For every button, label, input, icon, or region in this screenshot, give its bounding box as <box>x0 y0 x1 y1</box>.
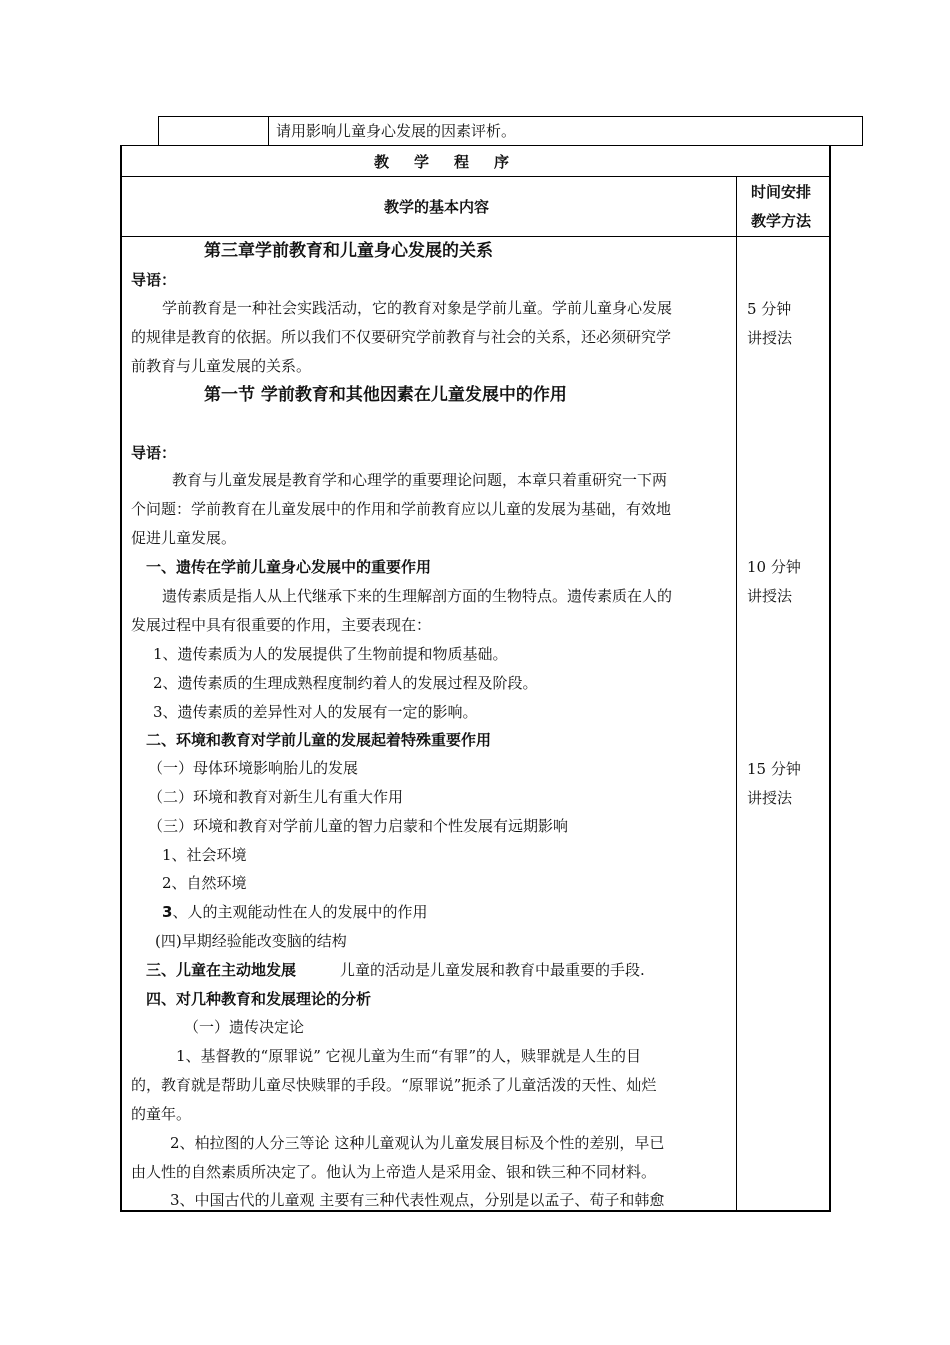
heading4-subheading: （一）遗传决定论 <box>184 1018 305 1036</box>
time-allocation: 10 分钟 <box>747 558 801 576</box>
time-allocation: 15 分钟 <box>747 760 801 778</box>
heading3-text: 儿童的活动是儿童发展和教育中最重要的手段. <box>340 961 645 979</box>
main-table-bottom-border <box>120 1210 831 1212</box>
program-header-bottom-border <box>120 176 830 177</box>
program-header-char-4: 序 <box>494 153 510 171</box>
method-column-header: 教学方法 <box>751 212 812 230</box>
top-table-question: 请用影响儿童身心发展的因素评析。 <box>276 122 517 140</box>
program-header-char-1: 教 <box>374 153 390 171</box>
heading2-list-item: （一）母体环境影响胎儿的发展 <box>148 759 359 777</box>
top-table-divider <box>268 116 269 146</box>
teaching-method: 讲授法 <box>747 789 793 807</box>
col-header-bottom-border <box>120 236 830 237</box>
main-table-top-border <box>120 145 862 146</box>
paragraph-line: 1、基督教的“原罪说” 它视儿童为生而“有罪”的人，赎罪就是人生的目 <box>176 1047 641 1065</box>
intro1-line: 学前教育是一种社会实践活动，它的教育对象是学前儿童。学前儿童身心发展 <box>162 299 673 317</box>
intro2-line: 促进儿童发展。 <box>131 529 237 547</box>
chapter-title: 第三章学前教育和儿童身心发展的关系 <box>204 241 493 261</box>
heading2-list-item-4: (四)早期经验能改变脑的结构 <box>155 932 347 950</box>
heading1-list-item: 2、遗传素质的生理成熟程度制约着人的发展过程及阶段。 <box>153 674 538 692</box>
intro2-line: 个问题：学前教育在儿童发展中的作用和学前教育应以儿童的发展为基础，有效地 <box>131 500 672 518</box>
heading2-list-item: （二）环境和教育对新生儿有重大作用 <box>148 788 404 806</box>
time-allocation: 5 分钟 <box>747 300 792 318</box>
paragraph-line: 的童年。 <box>131 1105 192 1123</box>
top-table-right-border <box>862 116 863 146</box>
intro1-line: 的规律是教育的依据。所以我们不仅要研究学前教育与社会的关系，还必须研究学 <box>131 328 672 346</box>
top-table-left-border <box>158 116 159 146</box>
time-column-header: 时间安排 <box>751 183 812 201</box>
teaching-method: 讲授法 <box>747 587 793 605</box>
paragraph-line: 由人性的自然素质所决定了。他认为上帝造人是采用金、银和铁三种不同材料。 <box>131 1163 657 1181</box>
heading1-list-item: 1、遗传素质为人的发展提供了生物前提和物质基础。 <box>153 645 508 663</box>
heading2-sub-item-3 <box>162 902 427 922</box>
heading1-list-item: 3、遗传素质的差异性对人的发展有一定的影响。 <box>153 703 478 721</box>
main-table-right-border <box>829 145 831 1211</box>
heading2-sub-item-3-number: 3 <box>162 903 173 921</box>
heading-4: 四、对几种教育和发展理论的分析 <box>146 990 372 1008</box>
content-time-divider <box>736 176 737 1211</box>
heading-1: 一、遗传在学前儿童身心发展中的重要作用 <box>146 558 432 576</box>
heading1-paragraph-line: 发展过程中具有很重要的作用，主要表现在： <box>131 616 432 634</box>
intro1-line: 前教育与儿童发展的关系。 <box>131 357 312 375</box>
heading1-paragraph-line: 遗传素质是指人从上代继承下来的生理解剖方面的生物特点。遗传素质在人的 <box>162 587 673 605</box>
intro2-line: 教育与儿童发展是教育学和心理学的重要理论问题，本章只着重研究一下两 <box>172 471 668 489</box>
paragraph-line: 2、柏拉图的人分三等论 这种儿童观认为儿童发展目标及个性的差别，早已 <box>170 1134 665 1152</box>
program-header-char-3: 程 <box>454 153 470 171</box>
top-table-top-border <box>158 116 862 117</box>
heading-3: 三、儿童在主动地发展 <box>146 961 297 979</box>
heading2-list-item: （三）环境和教育对学前儿童的智力启蒙和个性发展有远期影响 <box>148 817 569 835</box>
heading-2: 二、环境和教育对学前儿童的发展起着特殊重要作用 <box>146 731 492 749</box>
main-table-left-border <box>120 145 122 1211</box>
heading2-sub-item-3-text: 、人的主观能动性在人的发展中的作用 <box>172 903 428 921</box>
heading2-sub-item: 2、自然环境 <box>162 874 247 892</box>
intro2-label: 导语： <box>131 444 177 462</box>
paragraph-line: 的，教育就是帮助儿童尽快赎罪的手段。“原罪说”扼杀了儿童活泼的天性、灿烂 <box>131 1076 657 1094</box>
teaching-method: 讲授法 <box>747 329 793 347</box>
heading2-sub-item: 1、社会环境 <box>162 846 247 864</box>
paragraph-line: 3、中国古代的儿童观 主要有三种代表性观点，分别是以孟子、荀子和韩愈 <box>170 1191 665 1209</box>
section-title: 第一节 学前教育和其他因素在儿童发展中的作用 <box>204 385 567 405</box>
content-column-header: 教学的基本内容 <box>384 198 490 216</box>
program-header-char-2: 学 <box>414 153 430 171</box>
intro1-label: 导语： <box>131 271 177 289</box>
